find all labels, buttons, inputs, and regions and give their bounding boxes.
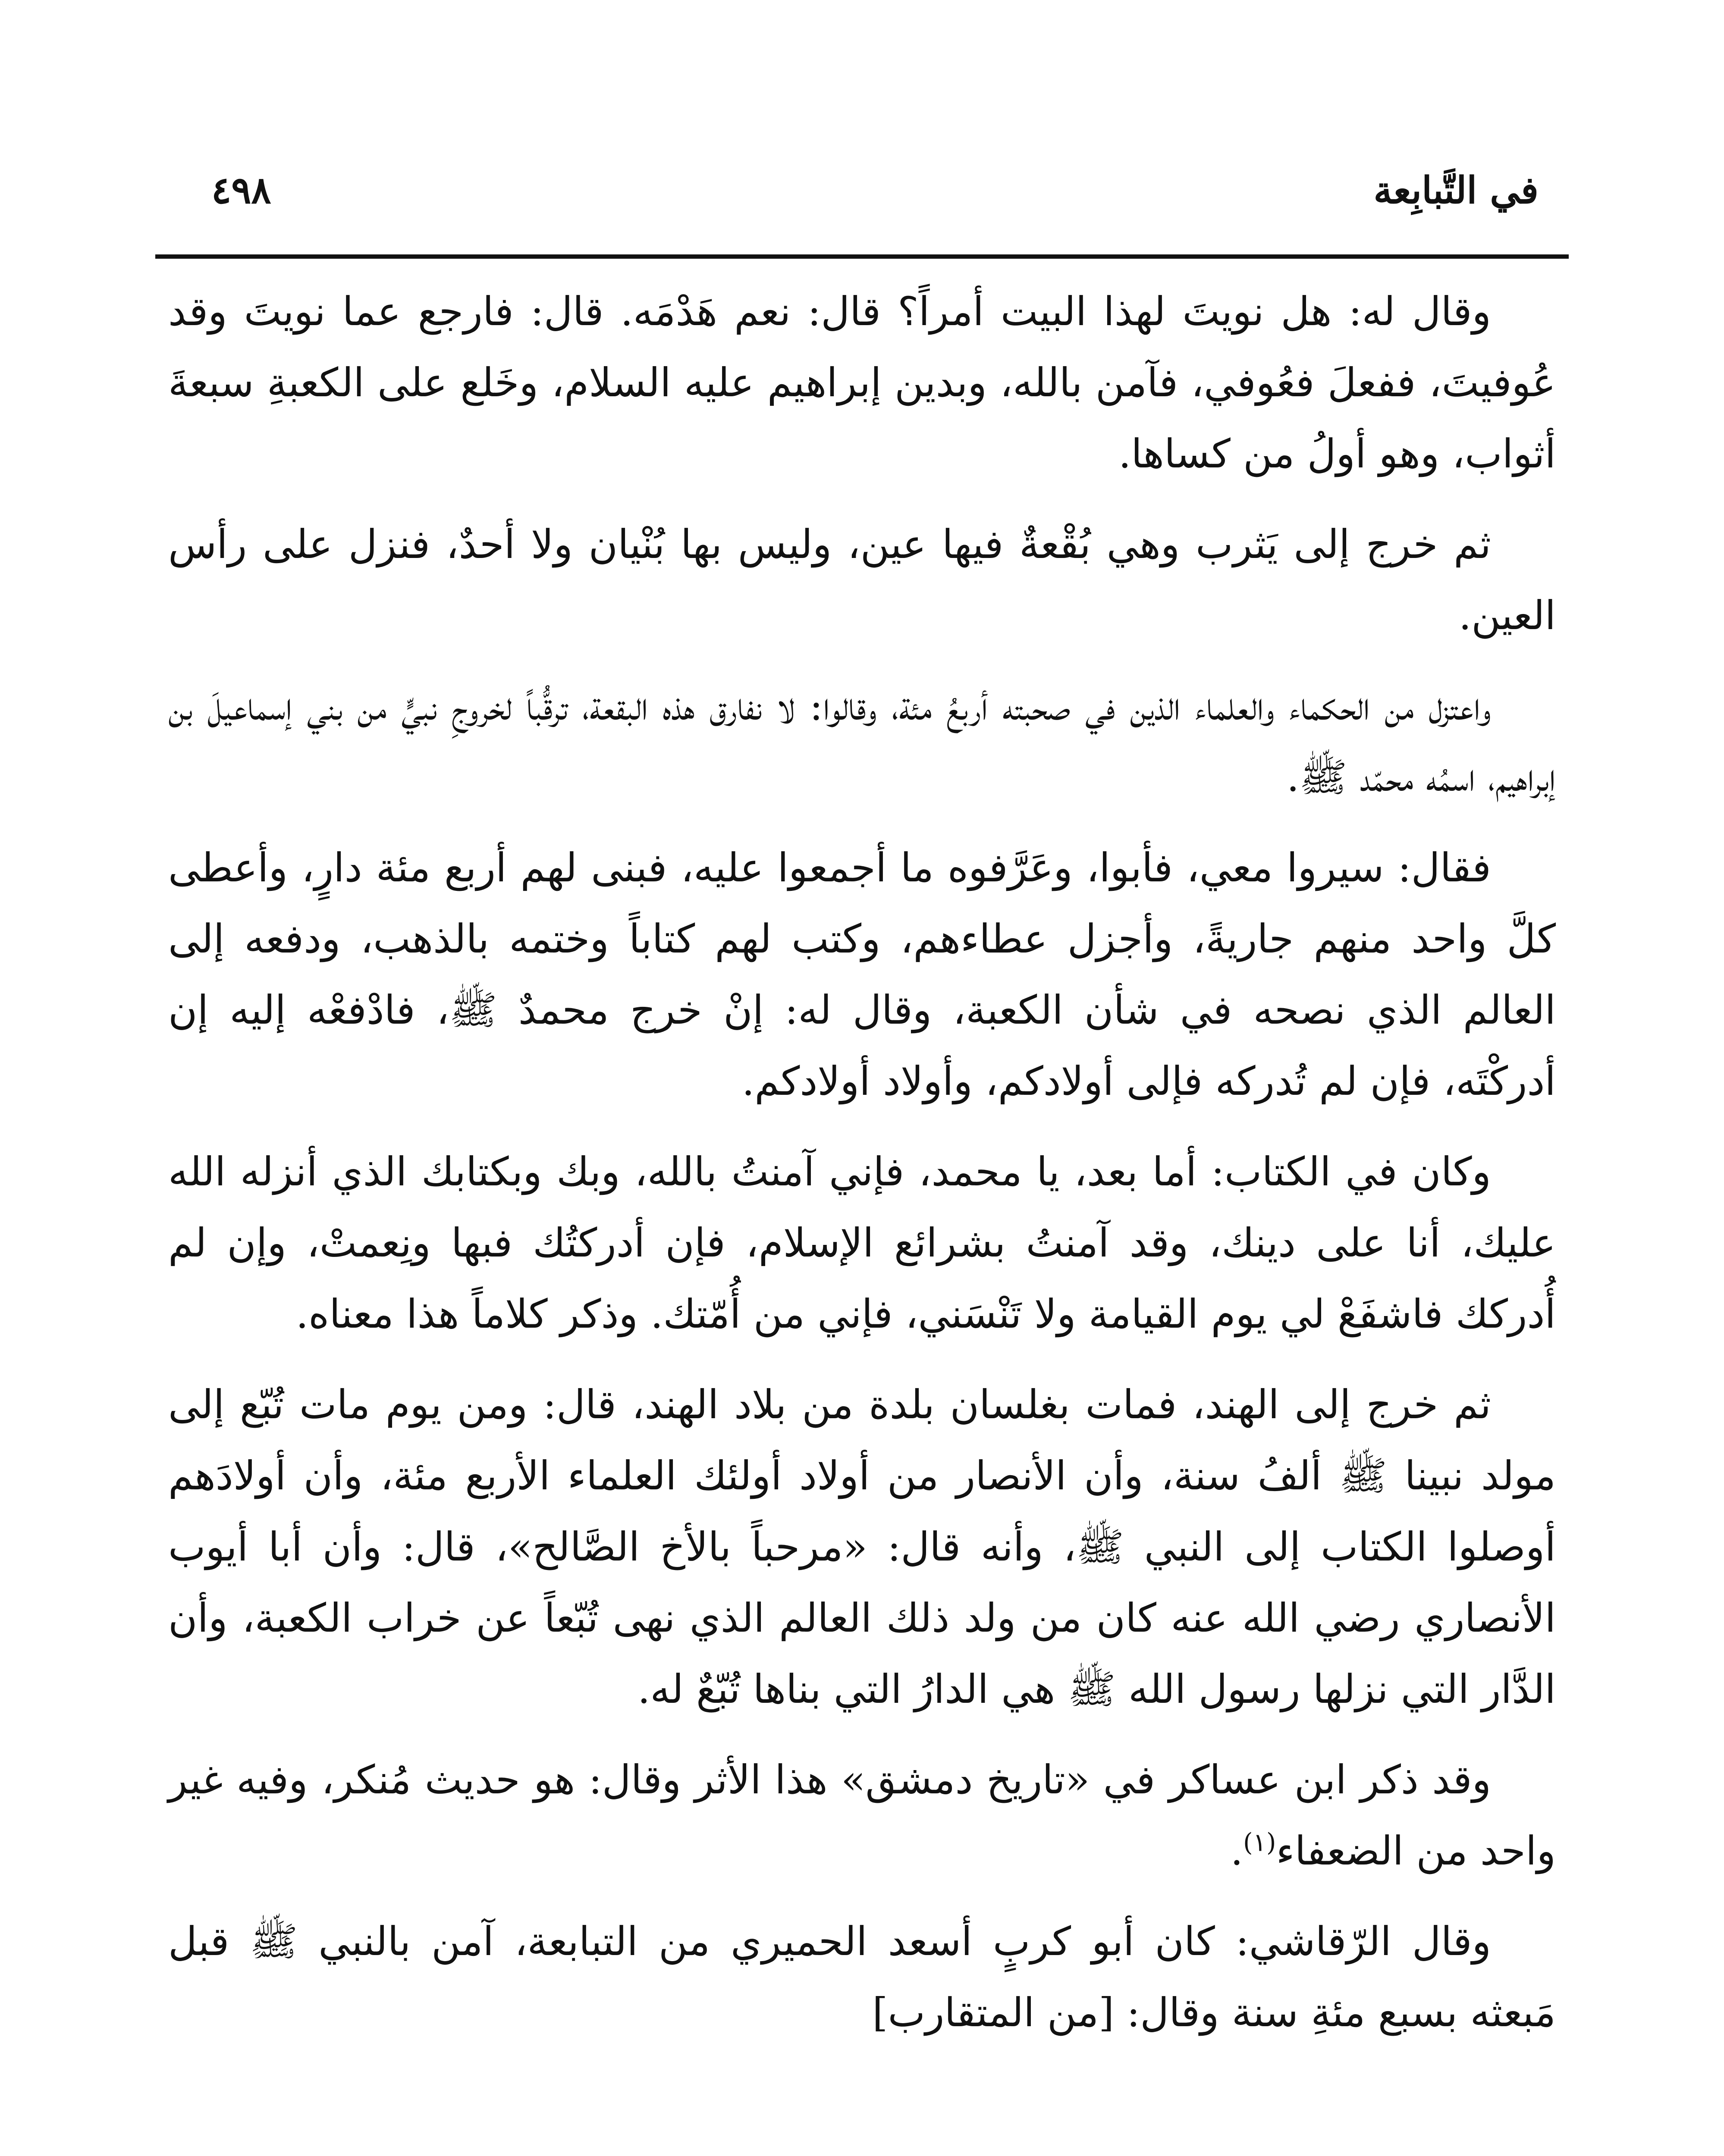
paragraph-text: وقال الرّقاشي: كان أبو كربٍ أسعد الحميري من التبابعة، آمن بالنبي ﷺ قبل مَبعثه بسبع مئةِ سنة وقال: [من المتقارب] (168, 1918, 1556, 2036)
header-rule (155, 254, 1569, 259)
paragraph (168, 832, 1556, 1117)
paragraph (168, 1744, 1556, 1887)
paragraph-text: وقد ذكر ابن عساكر في «تاريخ دمشق» هذا الأثر وقال: هو حديث مُنكر، وفيه غير واحد من الضعفاء (168, 1757, 1556, 1874)
page-header (185, 155, 1539, 241)
paragraph (168, 1369, 1556, 1725)
main-text (168, 276, 1556, 2068)
paragraph (168, 276, 1556, 489)
paragraph (168, 1136, 1556, 1350)
running-head: في التَّبابِعة (1373, 169, 1539, 212)
paragraph-text: وكان في الكتاب: أما بعد، يا محمد، فإني آمنتُ بالله، وبك وبكتابك الذي أنزله الله عليك، أنا على دينك، وقد آمنتُ بشرائع الإسلام، فإن أدركتُك فبها ونِعمتْ، وإن لم أُدركك فاشفَعْ لي يوم القيامة ولا تَنْسَني، فإني من أُمّتك. وذكر كلاماً هذا معناه. (168, 1149, 1556, 1337)
paragraph-text: وقال له: هل نويتَ لهذا البيت أمراً؟ قال: نعم هَدْمَه. قال: فارجع عما نويتَ وقد عُوفيتَ، ففعلَ فعُوفي، فآمن بالله، وبدين إبراهيم عليه السلام، وخَلع على الكعبةِ سبعةَ أثواب، وهو أولُ من كساها. (168, 288, 1556, 477)
paragraph (168, 1906, 1556, 2048)
paragraph-text: ثم خرج إلى يَثرب وهي بُقْعةٌ فيها عين، وليس بها بُنْيان ولا أحدٌ، فنزل على رأس العين. (168, 521, 1556, 639)
paragraph-text-end: . (1230, 1828, 1244, 1874)
page-number: ٤٩٨ (211, 169, 271, 212)
paragraph (168, 509, 1556, 651)
paragraph (168, 671, 1556, 813)
paragraph-text: واعتزل من الحكماء والعلماء الذين في صحبته أربعُ مئة، وقالوا: لا نفارق هذه البقعة، ترقُّباً لخروجِ نبيٍّ من بني إسماعيلَ بن إبراهيم، اسمُه محمّد ﷺ. (168, 683, 1556, 800)
paragraph-text: فقال: سيروا معي، فأبوا، وعَرَّفوه ما أجمعوا عليه، فبنى لهم أربع مئة دارٍ، وأعطى كلَّ واحد منهم جاريةً، وأجزل عطاءهم، وكتب لهم كتاباً وختمه بالذهب، ودفعه إلى العالم الذي نصحه في شأن الكعبة، وقال له: إنْ خرج محمدٌ ﷺ، فادْفعْه إليه إن أدركْتَه، فإن لم تُدركه فإلى أولادكم، وأولاد أولادكم. (168, 845, 1556, 1104)
paragraph-text: ثم خرج إلى الهند، فمات بغلسان بلدة من بلاد الهند، قال: ومن يوم مات تُبّع إلى مولد نبينا ﷺ ألفُ سنة، وأن الأنصار من أولاد أولئك العلماء الأربع مئة، وأن أولادَهم أوصلوا الكتاب إلى النبي ﷺ، وأنه قال: «مرحباً بالأخ الصَّالح»، قال: وأن أبا أيوب الأنصاري رضي الله عنه كان من ولد ذلك العالم الذي نهى تُبّعاً عن خراب الكعبة، وأن الدَّار التي نزلها رسول الله ﷺ هي الدارُ التي بناها تُبّعٌ له. (168, 1382, 1556, 1712)
footnote-reference: (١) (1243, 1827, 1276, 1857)
